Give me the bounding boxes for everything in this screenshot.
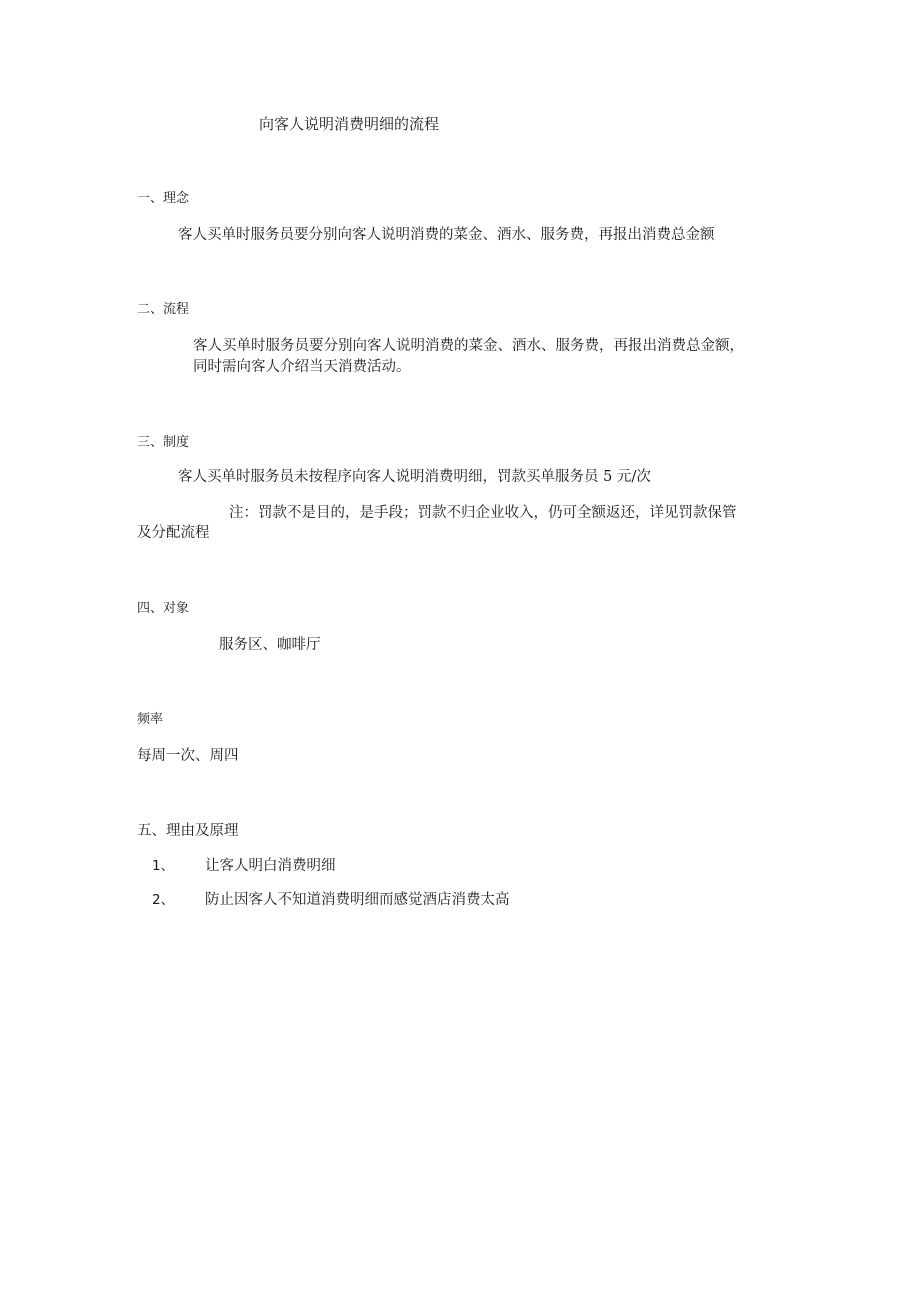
process-body-line-1: 客人买单时服务员要分别向客人说明消费的菜金、酒水、服务费，再报出消费总金额， — [193, 338, 744, 354]
concept-body: 客人买单时服务员要分别向客人说明消费的菜金、酒水、服务费，再报出消费总金额 — [178, 227, 715, 243]
system-rule: 客人买单时服务员未按程序向客人说明消费明细，罚款买单服务员 5 元/次 — [178, 469, 651, 485]
reason-item-text: 防止因客人不知道消费明细而感觉酒店消费太高 — [205, 892, 510, 908]
frequency-body: 每周一次、周四 — [137, 748, 239, 764]
section-heading-frequency: 频率 — [137, 712, 164, 727]
process-body-line-2: 同时需向客人介绍当天消费活动。 — [193, 359, 411, 375]
target-body: 服务区、咖啡厅 — [219, 637, 321, 653]
page-title: 向客人说明消费明细的流程 — [259, 115, 440, 133]
section-heading-target: 四、对象 — [137, 601, 190, 616]
reason-item-text: 让客人明白消费明细 — [205, 858, 336, 874]
reason-item-number: 2、 — [152, 892, 175, 908]
section-heading-reasons: 五、理由及原理 — [137, 823, 239, 839]
system-note-line-2: 及分配流程 — [137, 525, 210, 541]
section-heading-system: 三、制度 — [137, 435, 190, 450]
system-note-line-1: 注：罚款不是目的，是手段；罚款不归企业收入，仍可全额返还，详见罚款保管 — [229, 505, 737, 521]
reason-item-number: 1、 — [152, 858, 175, 874]
section-heading-concept: 一、理念 — [137, 191, 190, 206]
section-heading-process: 二、流程 — [137, 302, 190, 317]
